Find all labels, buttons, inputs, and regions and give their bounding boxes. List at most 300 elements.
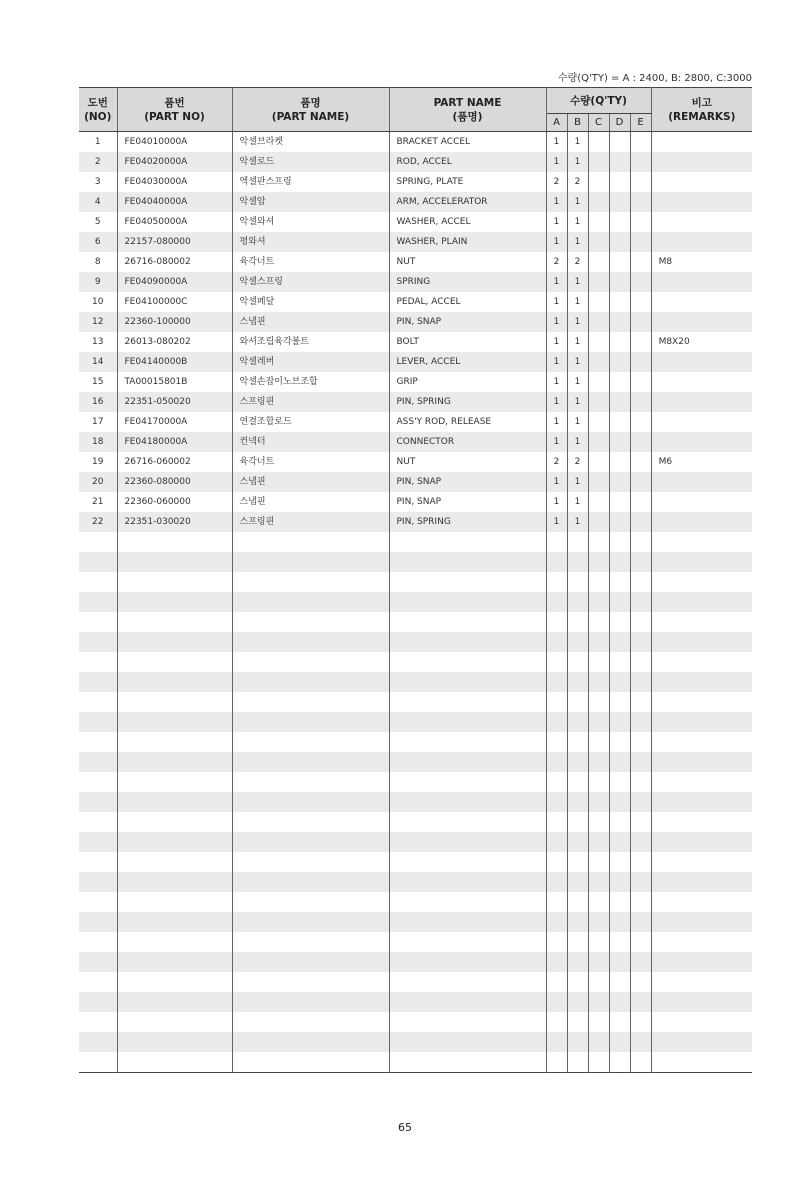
cell-qty-d [609,192,630,212]
col-header-qty-d: D [609,114,630,132]
cell-qty-d [609,932,630,952]
cell-part-name-ko [232,1052,389,1073]
cell-qty-c [588,432,609,452]
table-row [79,372,752,392]
table-row [79,412,752,432]
cell-no [79,1052,117,1073]
table-row [79,912,752,932]
cell-part-no [117,772,232,792]
cell-remarks [651,512,752,532]
cell-part-name-en [389,792,546,812]
cell-qty-c [588,132,609,153]
cell-qty-d [609,772,630,792]
cell-part-name-en [389,812,546,832]
cell-qty-c [588,692,609,712]
cell-qty-e [630,532,651,552]
cell-part-name-ko [232,832,389,852]
table-row [79,952,752,972]
cell-qty-e [630,232,651,252]
cell-no: 18 [79,432,117,452]
cell-part-name-en: WASHER, ACCEL [389,212,546,232]
table-row [79,772,752,792]
table-row [79,612,752,632]
cell-qty-e [630,792,651,812]
cell-qty-e [630,672,651,692]
cell-qty-b [567,992,588,1012]
cell-qty-d [609,712,630,732]
cell-part-no [117,1052,232,1073]
cell-qty-a [546,532,567,552]
cell-part-name-ko [232,952,389,972]
cell-qty-b [567,792,588,812]
cell-qty-c [588,512,609,532]
cell-qty-a [546,912,567,932]
cell-no [79,772,117,792]
cell-qty-c [588,792,609,812]
cell-part-name-ko [232,792,389,812]
cell-qty-e [630,632,651,652]
cell-part-name-ko: 육각너트 [232,452,389,472]
cell-qty-a [546,812,567,832]
cell-qty-a: 1 [546,272,567,292]
table-row [79,852,752,872]
cell-qty-b [567,872,588,892]
cell-part-name-en [389,912,546,932]
cell-qty-a: 1 [546,392,567,412]
table-row [79,1032,752,1052]
cell-remarks [651,432,752,452]
cell-part-no [117,832,232,852]
table-row [79,472,752,492]
cell-part-no: FE04030000A [117,172,232,192]
table-row [79,432,752,452]
cell-qty-e [630,912,651,932]
cell-qty-b [567,612,588,632]
cell-qty-d [609,752,630,772]
cell-qty-a [546,1012,567,1032]
cell-part-name-ko [232,632,389,652]
table-row [79,252,752,272]
cell-no [79,852,117,872]
cell-qty-d [609,832,630,852]
cell-part-name-en: PEDAL, ACCEL [389,292,546,312]
table-row [79,752,752,772]
table-header [79,88,752,132]
cell-qty-c [588,672,609,692]
cell-remarks: M8 [651,252,752,272]
cell-no [79,732,117,752]
cell-part-no [117,732,232,752]
cell-qty-a: 1 [546,492,567,512]
page-number: 65 [398,1121,412,1134]
cell-qty-d [609,592,630,612]
cell-part-name-ko [232,932,389,952]
cell-part-name-ko [232,972,389,992]
cell-no: 22 [79,512,117,532]
table-row [79,732,752,752]
cell-no: 9 [79,272,117,292]
cell-qty-b [567,532,588,552]
col-header-remarks [651,88,752,132]
cell-part-name-ko [232,692,389,712]
cell-qty-c [588,392,609,412]
cell-qty-e [630,412,651,432]
cell-part-name-ko [232,552,389,572]
cell-part-name-en: LEVER, ACCEL [389,352,546,372]
cell-remarks [651,212,752,232]
cell-qty-d [609,892,630,912]
cell-qty-a: 1 [546,332,567,352]
cell-remarks [651,312,752,332]
cell-no: 10 [79,292,117,312]
cell-qty-e [630,392,651,412]
cell-part-no: TA00015801B [117,372,232,392]
cell-qty-e [630,752,651,772]
cell-qty-c [588,852,609,872]
cell-qty-e [630,192,651,212]
col-header-part-name-ko-line1: 품명 [300,96,321,109]
cell-qty-a [546,952,567,972]
cell-remarks [651,412,752,432]
cell-qty-b [567,892,588,912]
cell-part-name-en: SPRING [389,272,546,292]
cell-qty-c [588,652,609,672]
cell-part-name-ko: 스프링핀 [232,392,389,412]
cell-part-name-ko: 악셀스프링 [232,272,389,292]
cell-qty-b [567,1032,588,1052]
cell-part-no: FE04090000A [117,272,232,292]
cell-part-name-ko [232,872,389,892]
cell-qty-e [630,852,651,872]
cell-qty-b [567,972,588,992]
cell-qty-a: 1 [546,192,567,212]
cell-qty-b: 1 [567,312,588,332]
cell-qty-c [588,472,609,492]
cell-no [79,892,117,912]
cell-qty-c [588,1032,609,1052]
cell-remarks [651,1012,752,1032]
cell-part-name-ko [232,612,389,632]
table-row [79,672,752,692]
cell-qty-b [567,952,588,972]
cell-no [79,932,117,952]
col-header-qty-a: A [546,114,567,132]
cell-qty-b: 1 [567,232,588,252]
cell-qty-e [630,872,651,892]
cell-part-no [117,652,232,672]
cell-part-name-ko: 엑셀판스프링 [232,172,389,192]
cell-qty-d [609,392,630,412]
table-row [79,812,752,832]
cell-part-name-ko: 스프링핀 [232,512,389,532]
table-row [79,272,752,292]
cell-no: 6 [79,232,117,252]
cell-qty-a [546,972,567,992]
cell-part-no [117,1012,232,1032]
cell-qty-d [609,132,630,153]
cell-part-name-en [389,672,546,692]
cell-part-no [117,912,232,932]
cell-qty-a [546,752,567,772]
cell-part-name-ko: 악셀레버 [232,352,389,372]
cell-no [79,572,117,592]
table-row [79,932,752,952]
col-header-part-no-ko: 품번 [164,96,185,109]
cell-part-name-ko [232,852,389,872]
cell-qty-e [630,972,651,992]
cell-qty-c [588,572,609,592]
cell-part-name-en [389,572,546,592]
cell-part-name-en [389,752,546,772]
cell-qty-e [630,172,651,192]
cell-qty-c [588,192,609,212]
cell-qty-b [567,552,588,572]
table-row [79,392,752,412]
cell-part-name-ko: 컨넥터 [232,432,389,452]
col-header-no [79,88,117,132]
cell-remarks [651,972,752,992]
cell-qty-c [588,832,609,852]
cell-no [79,692,117,712]
cell-qty-c [588,952,609,972]
cell-qty-a: 1 [546,472,567,492]
cell-part-name-en [389,612,546,632]
cell-part-name-en: SPRING, PLATE [389,172,546,192]
col-header-remarks-ko: 비고 [691,96,712,109]
col-header-remarks-en: (REMARKS) [668,110,736,123]
cell-part-name-en: BOLT [389,332,546,352]
table-body [79,132,752,1073]
cell-part-no: 22351-050020 [117,392,232,412]
cell-remarks [651,852,752,872]
table-row [79,972,752,992]
cell-part-no [117,852,232,872]
cell-qty-e [630,812,651,832]
cell-remarks [651,352,752,372]
cell-qty-a [546,932,567,952]
cell-part-name-en: ROD, ACCEL [389,152,546,172]
cell-remarks [651,992,752,1012]
cell-qty-c [588,232,609,252]
cell-part-name-ko: 스냅핀 [232,472,389,492]
cell-part-name-en: PIN, SNAP [389,312,546,332]
cell-qty-b: 1 [567,512,588,532]
cell-qty-b [567,832,588,852]
cell-qty-e [630,612,651,632]
col-header-qty-b: B [567,114,588,132]
cell-part-name-en: CONNECTOR [389,432,546,452]
cell-qty-b: 1 [567,292,588,312]
cell-qty-e [630,592,651,612]
cell-part-no: 22360-100000 [117,312,232,332]
cell-qty-c [588,632,609,652]
cell-part-no: 26013-080202 [117,332,232,352]
cell-qty-c [588,312,609,332]
cell-qty-c [588,532,609,552]
cell-remarks [651,632,752,652]
cell-qty-e [630,732,651,752]
table-row [79,192,752,212]
cell-remarks [651,492,752,512]
table-row [79,452,752,472]
cell-part-name-ko [232,572,389,592]
cell-qty-e [630,552,651,572]
cell-part-no: FE04020000A [117,152,232,172]
cell-qty-a: 1 [546,372,567,392]
cell-remarks [651,952,752,972]
col-header-part-name-en-line2: (품명) [452,110,483,123]
cell-part-no: FE04040000A [117,192,232,212]
cell-qty-a [546,672,567,692]
cell-qty-d [609,532,630,552]
cell-qty-e [630,452,651,472]
cell-qty-c [588,1052,609,1073]
table-row [79,172,752,192]
cell-qty-a [546,1032,567,1052]
cell-part-name-ko: 평와셔 [232,232,389,252]
cell-part-no: FE04180000A [117,432,232,452]
cell-remarks [651,532,752,552]
table-row [79,552,752,572]
cell-qty-e [630,252,651,272]
cell-no: 4 [79,192,117,212]
cell-no: 19 [79,452,117,472]
table-row [79,792,752,812]
cell-part-name-en: BRACKET ACCEL [389,132,546,153]
cell-qty-a: 1 [546,132,567,153]
cell-qty-d [609,632,630,652]
cell-qty-e [630,952,651,972]
cell-no [79,812,117,832]
cell-qty-d [609,992,630,1012]
cell-qty-c [588,892,609,912]
cell-qty-e [630,212,651,232]
cell-remarks [651,132,752,153]
cell-qty-a [546,652,567,672]
cell-no [79,832,117,852]
col-header-part-name-ko-line2: (PART NAME) [271,110,350,123]
cell-remarks: M8X20 [651,332,752,352]
cell-qty-d [609,812,630,832]
cell-part-no [117,932,232,952]
table-row [79,992,752,1012]
cell-part-name-ko: 악셀손잡이노브조합 [232,372,389,392]
cell-qty-d [609,432,630,452]
cell-remarks [651,472,752,492]
cell-no [79,532,117,552]
cell-no: 14 [79,352,117,372]
cell-no: 8 [79,252,117,272]
cell-part-name-ko [232,532,389,552]
cell-part-name-en: GRIP [389,372,546,392]
cell-qty-d [609,852,630,872]
cell-qty-b [567,652,588,672]
cell-no: 2 [79,152,117,172]
cell-qty-a: 1 [546,412,567,432]
cell-qty-d [609,1012,630,1032]
cell-qty-a: 1 [546,432,567,452]
table-row [79,872,752,892]
cell-part-no [117,992,232,1012]
cell-qty-e [630,272,651,292]
cell-part-name-en [389,1012,546,1032]
cell-part-name-ko: 악셀암 [232,192,389,212]
cell-qty-b: 1 [567,132,588,153]
cell-qty-b [567,592,588,612]
cell-qty-b [567,812,588,832]
cell-part-no [117,752,232,772]
cell-part-no: 22157-080000 [117,232,232,252]
table-row [79,692,752,712]
cell-part-name-ko: 스냅핀 [232,492,389,512]
cell-qty-b: 1 [567,372,588,392]
table-row [79,132,752,153]
cell-no [79,1012,117,1032]
col-header-qty-c: C [588,114,609,132]
cell-part-name-en [389,972,546,992]
cell-part-no [117,692,232,712]
cell-qty-d [609,212,630,232]
cell-qty-b: 1 [567,472,588,492]
cell-remarks [651,232,752,252]
cell-qty-a: 1 [546,232,567,252]
cell-part-name-en: ASS'Y ROD, RELEASE [389,412,546,432]
cell-qty-d [609,1052,630,1073]
cell-qty-a: 1 [546,312,567,332]
cell-qty-c [588,872,609,892]
cell-part-no [117,612,232,632]
cell-part-no [117,872,232,892]
cell-qty-b [567,852,588,872]
cell-qty-b [567,572,588,592]
cell-remarks [651,872,752,892]
table-row [79,352,752,372]
cell-qty-a [546,1052,567,1073]
cell-part-name-en [389,592,546,612]
cell-no: 5 [79,212,117,232]
cell-qty-a: 2 [546,252,567,272]
cell-qty-d [609,672,630,692]
table-row [79,532,752,552]
cell-part-name-en: ARM, ACCELERATOR [389,192,546,212]
cell-qty-c [588,732,609,752]
cell-part-name-ko: 악셀브라켓 [232,132,389,153]
cell-part-no [117,972,232,992]
cell-part-name-ko [232,812,389,832]
cell-qty-c [588,332,609,352]
cell-qty-d [609,372,630,392]
cell-part-name-en [389,532,546,552]
table-row [79,492,752,512]
cell-part-name-ko [232,672,389,692]
cell-part-name-en [389,552,546,572]
table-row [79,152,752,172]
cell-remarks [651,172,752,192]
cell-remarks [651,652,752,672]
col-header-part-no-en: (PART NO) [144,110,205,123]
cell-part-name-ko [232,1012,389,1032]
cell-qty-b [567,672,588,692]
cell-no: 13 [79,332,117,352]
cell-part-name-en [389,872,546,892]
table-row [79,652,752,672]
cell-remarks [651,752,752,772]
cell-qty-a [546,692,567,712]
col-header-qty: 수량(Q'TY) [546,88,651,114]
cell-part-no: 22351-030020 [117,512,232,532]
cell-qty-c [588,992,609,1012]
table-row [79,572,752,592]
